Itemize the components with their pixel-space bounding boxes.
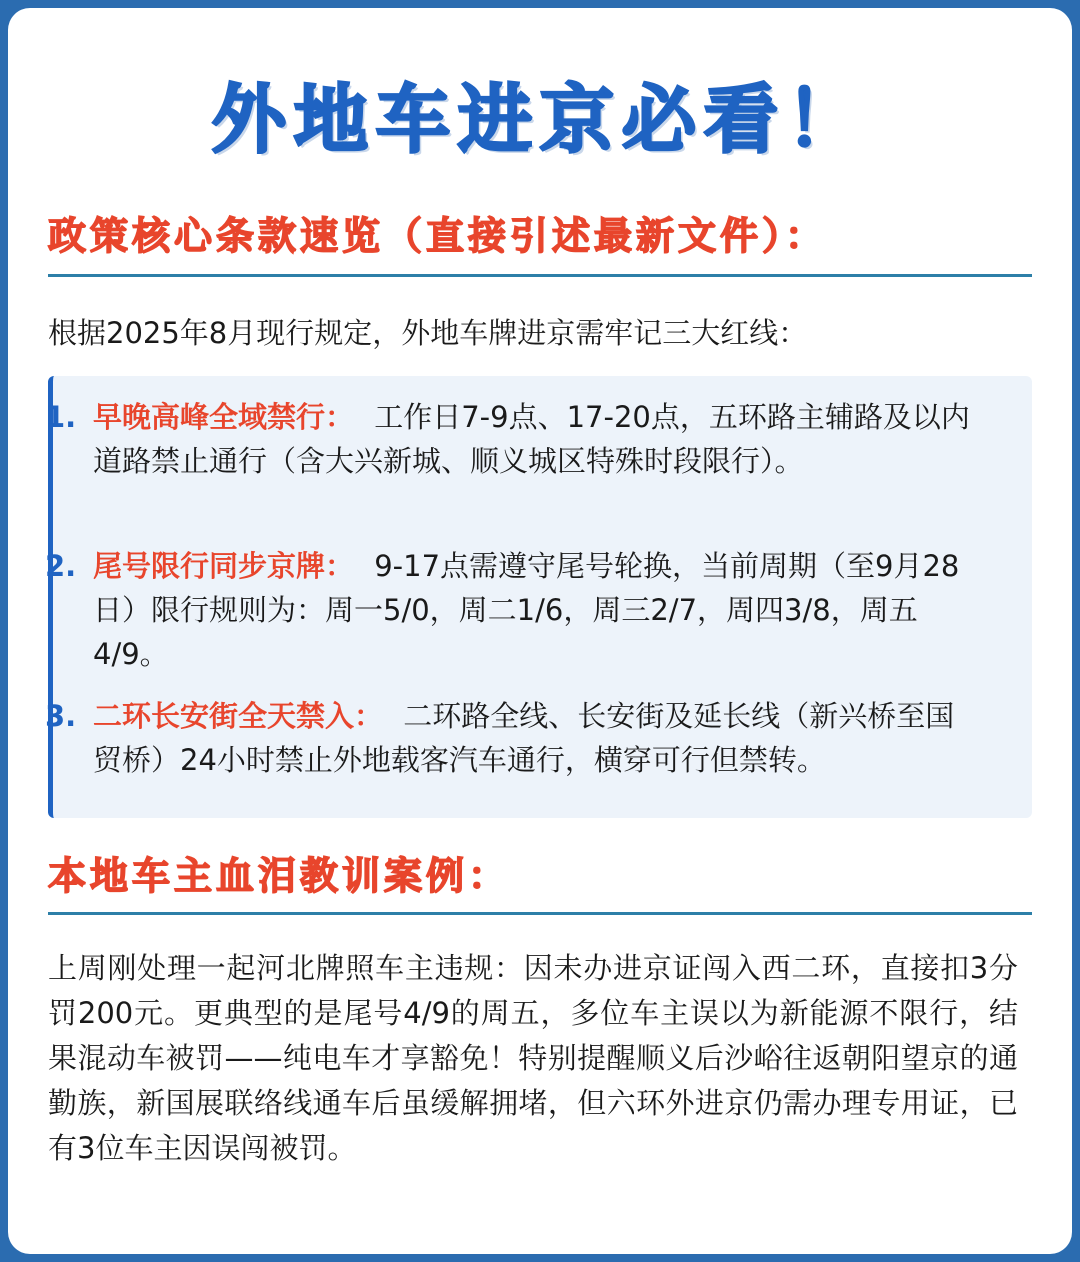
policy-item-text: 9-17点需遵守尾号轮换，当前周期（至9月28日）限行规则为：周一5/0，周二1/6，周三2/7，周四3/8，周五4/9。 [93, 549, 960, 671]
policy-intro: 根据2025年8月现行规定，外地车牌进京需牢记三大红线： [48, 316, 808, 350]
policy-item-label: 早晚高峰全域禁行： [93, 400, 355, 434]
policy-item-label: 二环长安街全天禁入： [93, 699, 384, 733]
policy-item-label: 尾号限行同步京牌： [93, 549, 355, 583]
policy-section-divider [48, 274, 1032, 277]
policy-item-number: 1. [45, 400, 77, 434]
policy-item-text: 二环路全线、长安街及延长线（新兴桥至国贸桥）24小时禁止外地载客汽车通行，横穿可行但禁转。 [93, 699, 955, 777]
content-card [8, 8, 1072, 1254]
case-section-divider [48, 912, 1032, 915]
policy-item-2 [45, 544, 973, 676]
policy-item-text: 工作日7-9点、17-20点，五环路主辅路及以内道路禁止通行（含大兴新城、顺义城区特殊时段限行）。 [93, 400, 970, 478]
case-section-heading: 本地车主血泪教训案例： [48, 854, 511, 898]
policy-section-heading: 政策核心条款速览（直接引述最新文件）： [48, 214, 828, 258]
policy-item-1 [45, 395, 973, 483]
policy-item-number: 2. [45, 549, 77, 583]
policy-item-3 [45, 694, 973, 782]
policy-item-number: 3. [45, 699, 77, 733]
page-title: 外地车进京必看！ [212, 77, 868, 163]
case-description: 上周刚处理一起河北牌照车主违规：因未办进京证闯入西二环，直接扣3分罚200元。更典型的是尾号4/9的周五，多位车主误以为新能源不限行，结果混动车被罚——纯电车才享豁免！特别提醒顺义后沙峪往返朝阳望京的通勤族，新国展联络线通车后虽缓解拥堵，但六环外进京仍需办理专用证，已有3位车主因误闯被罚。 [48, 951, 1018, 1165]
